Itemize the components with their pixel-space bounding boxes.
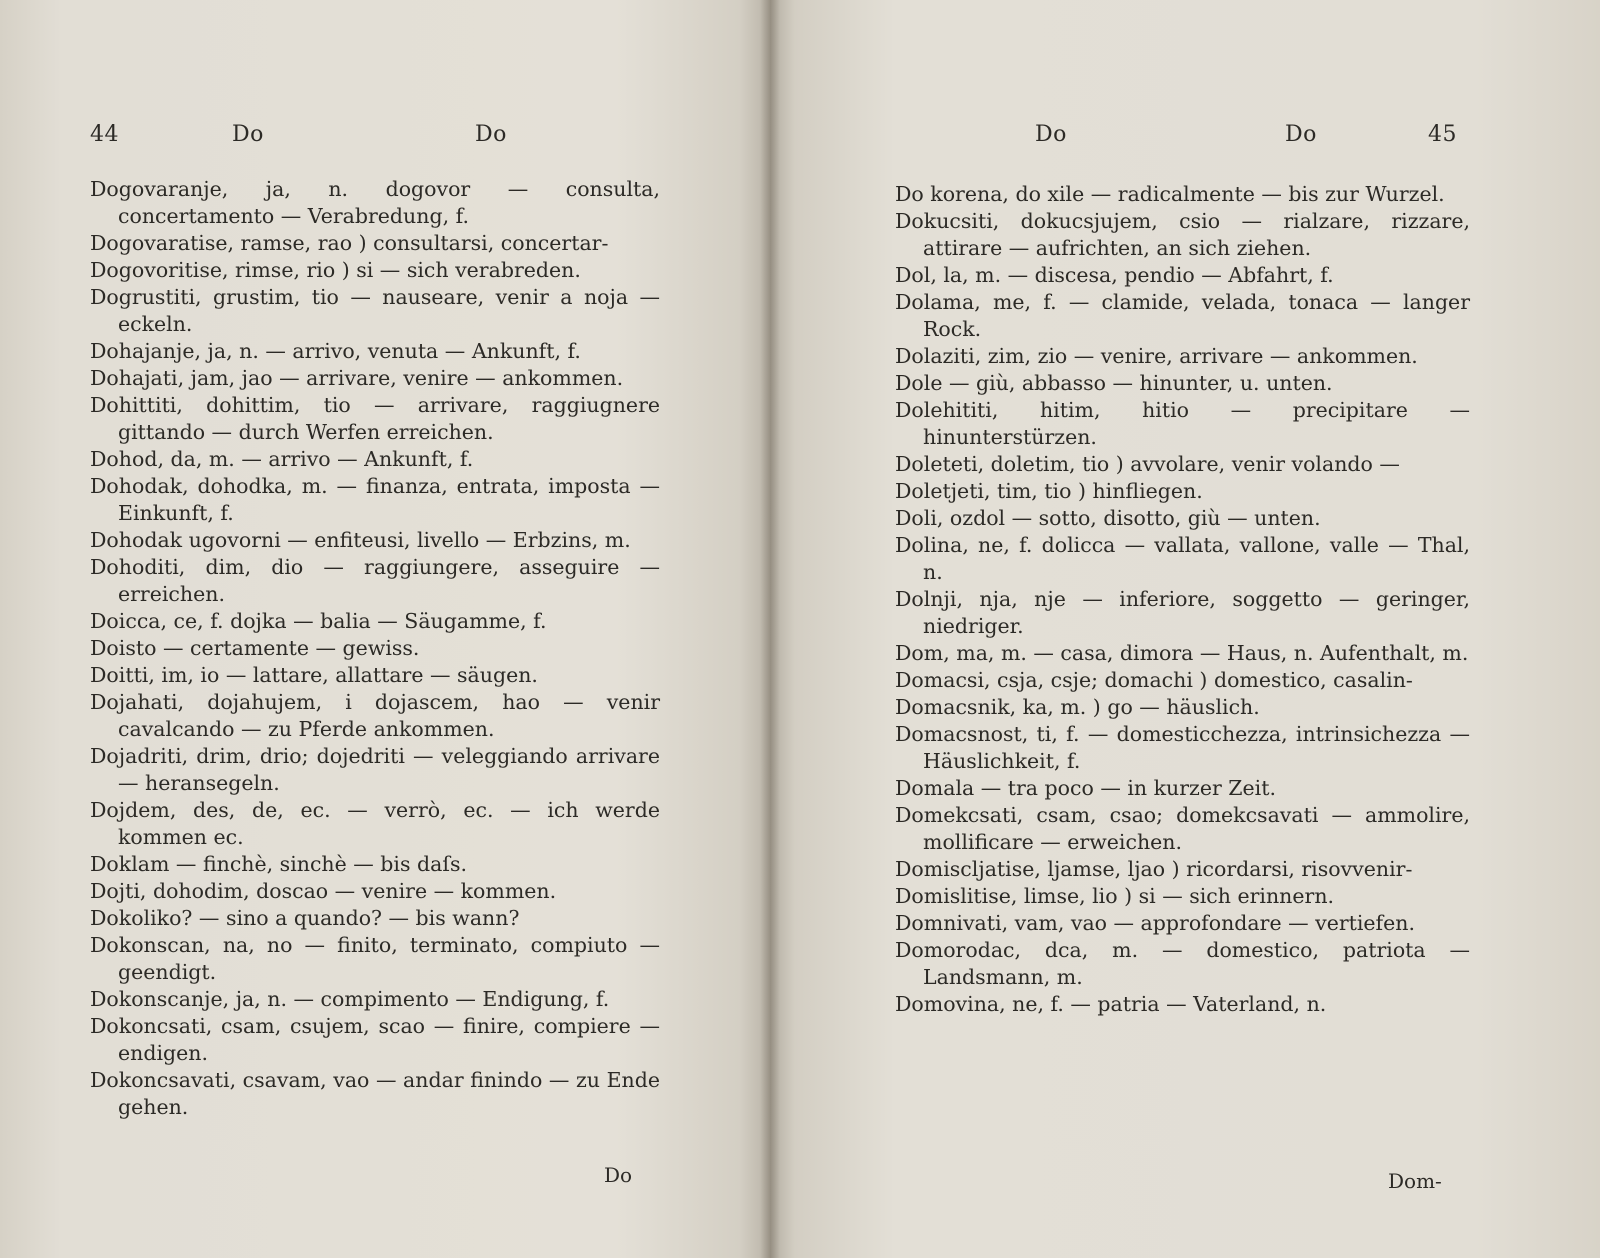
dictionary-entry: Dohodak, dohodka, m. — finanza, entrata, imposta — Einkunft, f. bbox=[90, 474, 660, 525]
dictionary-entry: Dojadriti, drim, drio; dojedriti — veleggiando arrivare — heransegeln. bbox=[90, 744, 660, 795]
dictionary-entries bbox=[90, 176, 660, 1121]
dictionary-entry: Dom, ma, m. — casa, dimora — Haus, n. Aufenthalt, m. bbox=[895, 641, 1469, 665]
dictionary-entry: Dogovoritise, rimse, rio ) si — sich verabreden. bbox=[90, 258, 581, 282]
dictionary-entry: Dokonscan, na, no — finito, terminato, compiuto — geendigt. bbox=[90, 933, 660, 984]
dictionary-entry: Dokonscanje, ja, n. — compimento — Endigung, f. bbox=[90, 987, 610, 1011]
dictionary-entry: Dokoncsavati, csavam, vao — andar finindo — zu Ende gehen. bbox=[90, 1068, 660, 1119]
catchword: Do bbox=[604, 1163, 633, 1187]
dictionary-entry: Domorodac, dca, m. — domestico, patriota — Landsmann, m. bbox=[895, 938, 1470, 989]
dictionary-entry: Dohoditi, dim, dio — raggiungere, asseguire — erreichen. bbox=[90, 555, 660, 606]
running-header: Do bbox=[1035, 122, 1067, 147]
dictionary-entry: Dohajati, jam, jao — arrivare, venire — ankommen. bbox=[90, 366, 624, 390]
dictionary-entry: Doisto — certamente — gewiss. bbox=[90, 636, 420, 660]
dictionary-entry: Doklam — finchè, sinchè — bis daſs. bbox=[90, 852, 467, 876]
dictionary-entry: Dohodak ugovorni — enfiteusi, livello — Erbzins, m. bbox=[90, 528, 631, 552]
dictionary-entry: Dohittiti, dohittim, tio — arrivare, raggiugnere gittando — durch Werfen erreichen. bbox=[90, 393, 660, 444]
dictionary-entry: Dojdem, des, de, ec. — verrò, ec. — ich werde kommen ec. bbox=[90, 798, 660, 849]
dictionary-entry: Domacsnost, ti, f. — domesticchezza, intrinsichezza — Häuslichkeit, f. bbox=[895, 722, 1470, 773]
dictionary-entry: Dokoncsati, csam, csujem, scao — finire, compiere — endigen. bbox=[90, 1014, 660, 1065]
running-header: Do bbox=[232, 122, 264, 147]
dictionary-entry: Doli, ozdol — sotto, disotto, giù — unten. bbox=[895, 506, 1321, 530]
dictionary-entry: Dolehititi, hitim, hitio — precipitare — hinunterstürzen. bbox=[895, 398, 1470, 449]
dictionary-entry: Dolama, me, f. — clamide, velada, tonaca — langer Rock. bbox=[895, 290, 1470, 341]
dictionary-entry: Doitti, im, io — lattare, allattare — säugen. bbox=[90, 663, 538, 687]
dictionary-entry: Dol, la, m. — discesa, pendio — Abfahrt, f. bbox=[895, 263, 1334, 287]
dictionary-entry: Do korena, do xile — radicalmente — bis zur Wurzel. bbox=[895, 182, 1445, 206]
dictionary-entry: Doicca, ce, f. dojka — balia — Säugamme, f. bbox=[90, 609, 547, 633]
dictionary-entry: Dolina, ne, f. dolicca — vallata, vallone, valle — Thal, n. bbox=[895, 533, 1470, 584]
dictionary-entry: Dojahati, dojahujem, i dojascem, hao — venir cavalcando — zu Pferde ankommen. bbox=[90, 690, 660, 741]
dictionary-entries bbox=[895, 181, 1470, 1018]
book-gutter bbox=[760, 0, 780, 1258]
dictionary-entry: Domekcsati, csam, csao; domekcsavati — ammolire, mollificare — erweichen. bbox=[895, 803, 1470, 854]
dictionary-entry: Dole — giù, abbasso — hinunter, u. unten. bbox=[895, 371, 1333, 395]
dictionary-entry: Domacsi, csja, csje; domachi ) domestico, casalin- bbox=[895, 668, 1413, 692]
dictionary-entry: Dogrustiti, grustim, tio — nauseare, venir a noja — eckeln. bbox=[90, 285, 660, 336]
dictionary-entry: Domnivati, vam, vao — approfondare — vertiefen. bbox=[895, 911, 1415, 935]
dictionary-entry: Dojti, dohodim, doscao — venire — kommen. bbox=[90, 879, 557, 903]
dictionary-entry: Dogovaratise, ramse, rao ) consultarsi, concertar- bbox=[90, 231, 609, 255]
dictionary-entry: Domacsnik, ka, m. ) go — häuslich. bbox=[895, 695, 1260, 719]
dictionary-entry: Domislitise, limse, lio ) si — sich erinnern. bbox=[895, 884, 1335, 908]
dictionary-entry: Domovina, ne, f. — patria — Vaterland, n. bbox=[895, 992, 1327, 1016]
dictionary-entry: Domiscljatise, ljamse, ljao ) ricordarsi, risovvenir- bbox=[895, 857, 1413, 881]
left-page bbox=[0, 0, 770, 1258]
dictionary-entry: Domala — tra poco — in kurzer Zeit. bbox=[895, 776, 1276, 800]
dictionary-entry: Doletjeti, tim, tio ) hinfliegen. bbox=[895, 479, 1203, 503]
dictionary-entry: Dolnji, nja, nje — inferiore, soggetto — geringer, niedriger. bbox=[895, 587, 1470, 638]
dictionary-entry: Dogovaranje, ja, n. dogovor — consulta, concertamento — Verabredung, f. bbox=[90, 177, 660, 228]
dictionary-entry: Dohod, da, m. — arrivo — Ankunft, f. bbox=[90, 447, 474, 471]
dictionary-entry: Dokoliko? — sino a quando? — bis wann? bbox=[90, 906, 520, 930]
dictionary-entry: Doleteti, doletim, tio ) avvolare, venir volando — bbox=[895, 452, 1400, 476]
dictionary-entry: Dohajanje, ja, n. — arrivo, venuta — Ankunft, f. bbox=[90, 339, 581, 363]
page-number: 45 bbox=[1428, 122, 1457, 147]
page-number: 44 bbox=[90, 122, 119, 147]
dictionary-entry: Dolaziti, zim, zio — venire, arrivare — ankommen. bbox=[895, 344, 1418, 368]
running-header: Do bbox=[1285, 122, 1317, 147]
running-header: Do bbox=[475, 122, 507, 147]
dictionary-entry: Dokucsiti, dokucsjujem, csio — rialzare, rizzare, attirare — aufrichten, an sich ziehen. bbox=[895, 209, 1470, 260]
catchword: Dom- bbox=[1388, 1169, 1442, 1193]
